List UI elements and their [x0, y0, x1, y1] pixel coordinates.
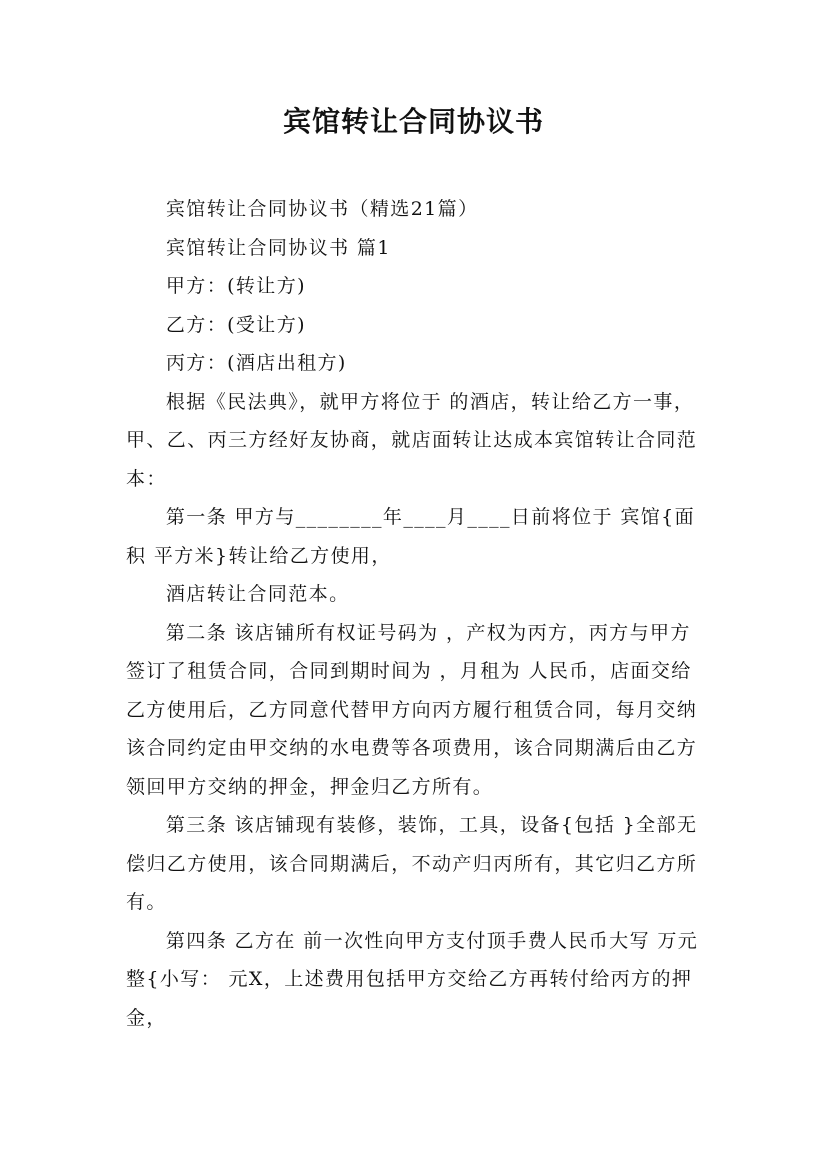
paragraph-template-note: 酒店转让合同范本。: [165, 583, 350, 605]
document-title: 宾馆转让合同协议书: [282, 105, 544, 138]
document-body: [126, 190, 706, 1037]
paragraph-preamble: 根据《民法典》，就甲方将位于 的酒店，转让给乙方一事，甲、乙、丙三方经好友协商，就店面转让达成本宾馆转让合同范本：: [126, 390, 698, 490]
paragraph-party-b: 乙方：(受让方): [165, 313, 306, 336]
paragraph-collection-title: 宾馆转让合同协议书（精选21篇）: [165, 198, 479, 220]
paragraph-article-heading: 宾馆转让合同协议书 篇1: [165, 236, 391, 259]
paragraph-clause-4: 第四条 乙方在 前一次性向甲方支付顶手费人民币大写 万元整{小写： 元X，上述费用包括甲方交给乙方再转付给丙方的押金，: [126, 929, 699, 1029]
paragraph-clause-2: 第二条 该店铺所有权证号码为 ，产权为丙方，丙方与甲方签订了租赁合同，合同到期时间为 ，月租为 人民币，店面交给乙方使用后，乙方同意代替甲方向丙方履行租赁合同，每月交纳该合同约定由甲交纳的水电费等各项费用，该合同期满后由乙方领回甲方交纳的押金，押金归乙方所有。: [126, 621, 698, 798]
paragraph-party-a: 甲方：(转让方): [165, 275, 306, 297]
paragraph-party-c: 丙方：(酒店出租方): [165, 352, 347, 374]
paragraph-clause-1: 第一条 甲方与________年____月____日前将位于 宾馆{面积 平方米}转让给乙方使用，: [126, 506, 696, 567]
paragraph-clause-3: 第三条 该店铺现有装修，装饰，工具，设备{包括 }全部无偿归乙方使用，该合同期满后，不动产归丙所有，其它归乙方所有。: [126, 814, 698, 913]
